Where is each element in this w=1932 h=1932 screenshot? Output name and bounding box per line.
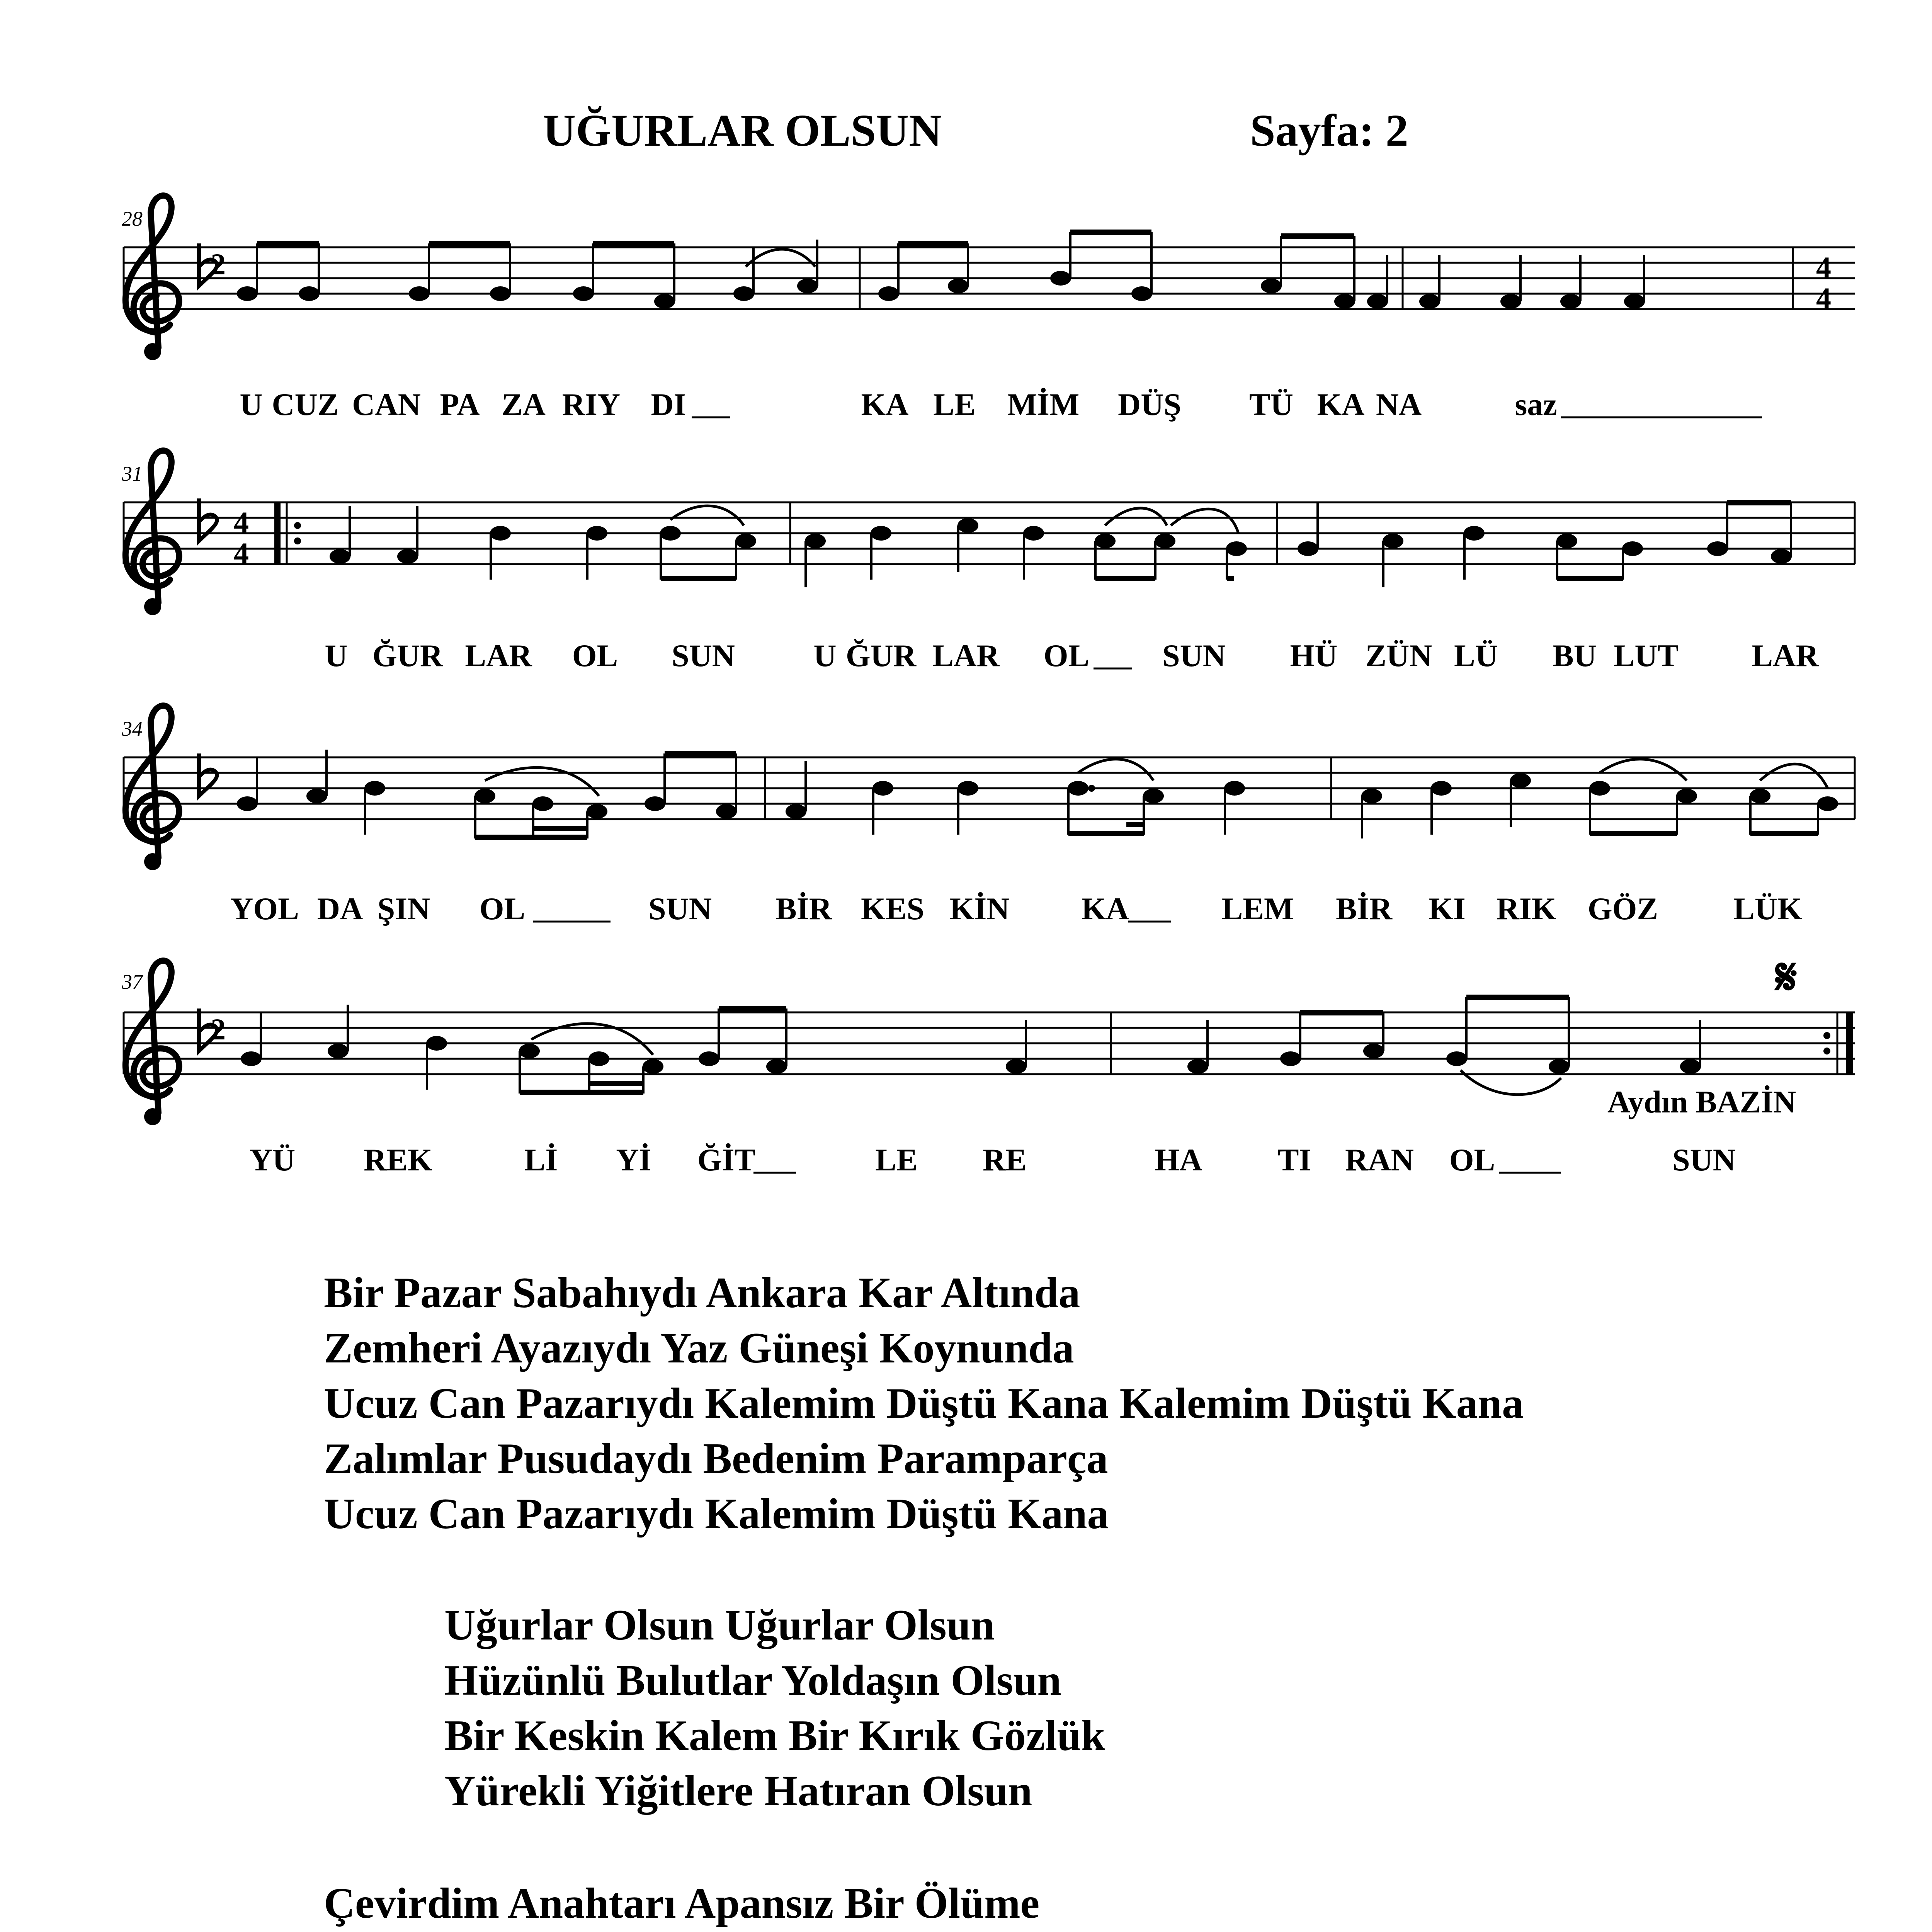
lyric-syllable: U xyxy=(813,638,837,673)
lyric-syllable: OL xyxy=(1449,1142,1495,1177)
lyric-syllable: LAR xyxy=(932,638,1000,673)
song-title: UĞURLAR OLSUN xyxy=(543,105,942,156)
lyric-syllable: RAN xyxy=(1345,1142,1414,1177)
lyric-syllable: MİM xyxy=(1007,387,1080,422)
svg-text:4: 4 xyxy=(1816,281,1831,315)
lyric-syllable: TÜ xyxy=(1249,387,1293,422)
lyric-syllable: SUN xyxy=(648,891,712,926)
lyric-syllable: NA xyxy=(1376,387,1422,422)
lyric-syllable: LE xyxy=(875,1142,918,1177)
lyric-syllable: KA xyxy=(1317,387,1365,422)
svg-text:4: 4 xyxy=(234,505,249,539)
verse-line: Zalımlar Pusudaydı Bedenim Paramparça xyxy=(324,1435,1108,1483)
verse-2 xyxy=(324,1876,1528,1932)
verse-line: Bir Pazar Sabahıydı Ankara Kar Altında xyxy=(324,1269,1080,1317)
lyric-syllable: SUN xyxy=(1162,638,1226,673)
lyric-syllable: RIK xyxy=(1496,891,1556,926)
verse-line: Zemheri Ayazıydı Yaz Güneşi Koynunda xyxy=(324,1324,1074,1372)
verse-1 xyxy=(324,1265,1524,1542)
lyric-syllable: DÜŞ xyxy=(1117,387,1182,422)
lyric-syllable: REK xyxy=(364,1142,432,1177)
measure-number: 34 xyxy=(122,717,143,740)
lyric-syllable: U xyxy=(325,638,348,673)
lyric-syllable: KA xyxy=(861,387,909,422)
lyric-syllable: HÜ xyxy=(1290,638,1338,673)
lyric-syllable: LAR xyxy=(1752,638,1819,673)
measure-number: 31 xyxy=(122,462,143,485)
lyric-syllable: LEM xyxy=(1221,891,1294,926)
composer-name: Aydın BAZİN xyxy=(1607,1084,1796,1119)
svg-text:2: 2 xyxy=(211,247,226,281)
lyric-syllable: LÜ xyxy=(1454,638,1498,673)
verse-line: Ucuz Can Pazarıydı Kalemim Düştü Kana xyxy=(324,1490,1109,1538)
lyric-syllable: BİR xyxy=(776,891,832,926)
segno-sign: 𝄋 xyxy=(1776,950,1797,1005)
measure-number: 28 xyxy=(122,207,143,230)
verse-line: Uğurlar Olsun Uğurlar Olsun xyxy=(444,1601,995,1649)
lyric-syllable: LUT xyxy=(1613,638,1679,673)
lyric-syllable: ĞUR xyxy=(372,638,443,673)
lyric-syllable: U xyxy=(240,387,263,422)
lyric-syllable: CAN xyxy=(352,387,421,422)
lyric-syllable: KI xyxy=(1429,891,1466,926)
lyric-syllable: LÜK xyxy=(1733,891,1802,926)
measure-number: 37 xyxy=(122,970,143,993)
lyric-syllable: YOL xyxy=(230,891,299,926)
verse-line: Ucuz Can Pazarıydı Kalemim Düştü Kana Kalemim Düştü Kana xyxy=(324,1379,1524,1427)
lyric-syllable: ĞİT xyxy=(697,1142,756,1177)
chorus-1 xyxy=(444,1598,1105,1819)
lyric-syllable: BİR xyxy=(1336,891,1392,926)
lyric-syllable: LE xyxy=(933,387,976,422)
lyric-syllable: HA xyxy=(1155,1142,1202,1177)
lyric-syllable: TI xyxy=(1277,1142,1311,1177)
lyric-syllable: CUZ xyxy=(272,387,339,422)
lyric-syllable: OL xyxy=(479,891,526,926)
lyric-syllable: saz xyxy=(1515,387,1557,422)
lyric-syllable: KİN xyxy=(949,891,1010,926)
lyric-syllable: DA xyxy=(317,891,363,926)
lyric-syllable: Yİ xyxy=(616,1142,651,1177)
lyric-syllable: ĞUR xyxy=(845,638,917,673)
lyric-syllable: RIY xyxy=(562,387,621,422)
lyric-syllable: YÜ xyxy=(249,1142,296,1177)
svg-text:4: 4 xyxy=(1816,250,1831,284)
lyric-syllable: RE xyxy=(983,1142,1027,1177)
lyric-syllable: PA xyxy=(440,387,480,422)
lyric-syllable: Lİ xyxy=(524,1142,558,1177)
lyric-syllable: ŞIN xyxy=(377,891,430,926)
lyric-syllable: OL xyxy=(1043,638,1090,673)
svg-text:4: 4 xyxy=(234,536,249,570)
lyric-syllable: KES xyxy=(861,891,925,926)
svg-text:2: 2 xyxy=(211,1012,226,1046)
lyric-syllable: KA xyxy=(1081,891,1129,926)
page-number: Sayfa: 2 xyxy=(1250,105,1408,156)
lyric-syllable: GÖZ xyxy=(1587,891,1658,926)
lyric-syllable: SUN xyxy=(671,638,735,673)
lyric-syllable: ZÜN xyxy=(1365,638,1432,673)
lyric-syllable: BU xyxy=(1553,638,1597,673)
lyric-syllable: LAR xyxy=(465,638,532,673)
lyric-syllable: ZA xyxy=(502,387,546,422)
verse-line: Bir Keskin Kalem Bir Kırık Gözlük xyxy=(444,1712,1105,1760)
verse-line: Hüzünlü Bulutlar Yoldaşın Olsun xyxy=(444,1656,1061,1704)
lyric-syllable: SUN xyxy=(1672,1142,1736,1177)
verse-line: Yürekli Yiğitlere Hatıran Olsun xyxy=(444,1767,1032,1815)
lyric-syllable: DI xyxy=(651,387,686,422)
lyric-syllable: OL xyxy=(572,638,618,673)
verse-line: Çevirdim Anahtarı Apansız Bir Ölüme xyxy=(324,1879,1040,1927)
